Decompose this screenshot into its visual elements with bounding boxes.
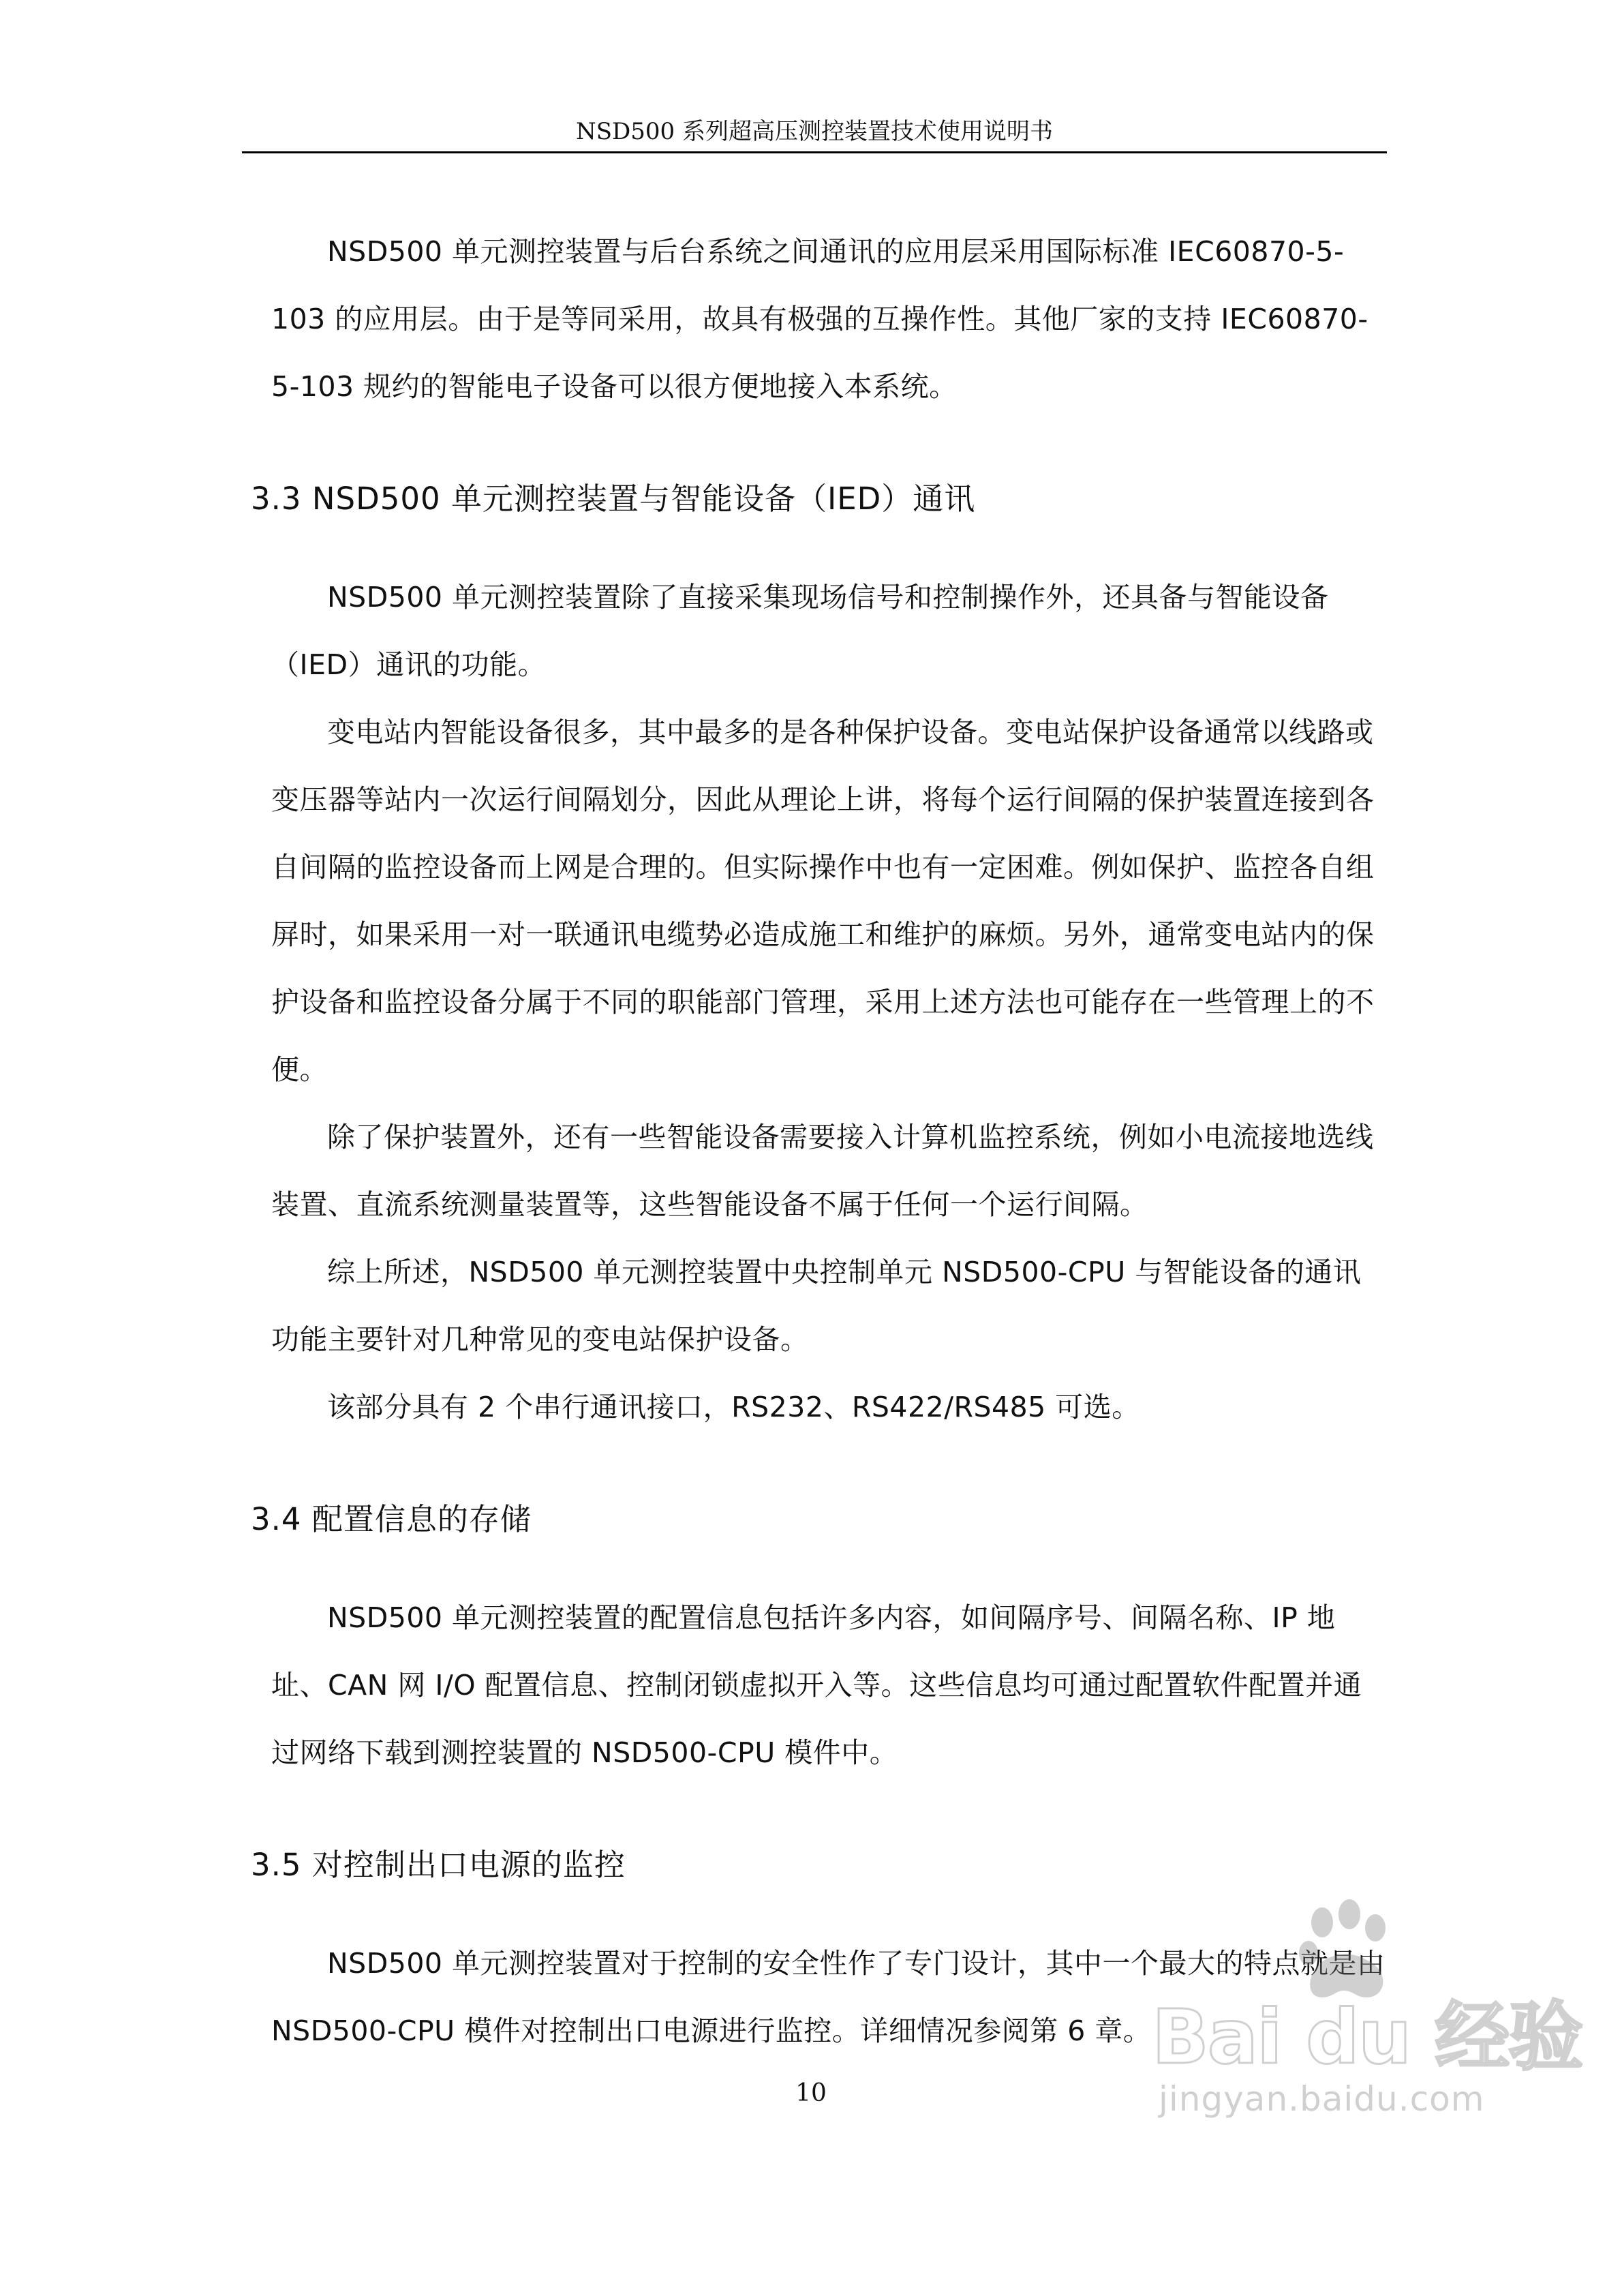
page-number: 10 (795, 2079, 827, 2107)
section-3-5-paragraph-1: NSD500 单元测控装置对于控制的安全性作了专门设计，其中一个最大的特点就是由 NSD500-CPU 模件对控制出口电源进行监控。详细情况参阅第 6 章。 (271, 1947, 1386, 2047)
header-rule (242, 151, 1387, 153)
document-body (251, 205, 1389, 2065)
section-3-3-paragraph-4: 综上所述，NSD500 单元测控装置中央控制单元 NSD500-CPU 与智能设备的通讯功能主要针对几种常见的变电站保护设备。 (271, 1256, 1362, 1356)
intro-paragraph-1: NSD500 单元测控装置与后台系统之间通讯的应用层采用国际标准 IEC60870-5-103 的应用层。由于是等同采用，故具有极强的互操作性。其他厂家的支持 IEC60870-5-103 规约的智能电子设备可以很方便地接入本系统。 (271, 235, 1368, 403)
section-3-3-paragraph-1: NSD500 单元测控装置除了直接采集现场信号和控制操作外，还具备与智能设备（IED）通讯的功能。 (271, 581, 1329, 681)
watermark-url: jingyan.baidu.com (1159, 2079, 1485, 2119)
baidu-jingyan-watermark (1152, 1895, 1582, 2141)
section-3-4-paragraph-1: NSD500 单元测控装置的配置信息包括许多内容，如间隔序号、间隔名称、IP 地址、CAN 网 I/O 配置信息、控制闭锁虚拟开入等。这些信息均可通过配置软件配置并通过网络下载到测控装置的 NSD500-CPU 模件中。 (271, 1601, 1362, 1769)
section-3-4-heading: 3.4 配置信息的存储 (251, 1501, 532, 1537)
watermark-brand: Bai du 经验 (1152, 1993, 1582, 2081)
section-3-3-paragraph-5: 该部分具有 2 个串行通讯接口，RS232、RS422/RS485 可选。 (327, 1391, 1140, 1423)
section-3-3-paragraph-2: 变电站内智能设备很多，其中最多的是各种保护设备。变电站保护设备通常以线路或变压器等站内一次运行间隔划分，因此从理论上讲，将每个运行间隔的保护装置连接到各自间隔的监控设备而上网是合理的。但实际操作中也有一定困难。例如保护、监控各自组屏时，如果采用一对一联通讯电缆势必造成施工和维护的麻烦。另外，通常变电站内的保护设备和监控设备分属于不同的职能部门管理，采用上述方法也可能存在一些管理上的不便。 (271, 716, 1375, 1086)
section-3-3-heading: 3.3 NSD500 单元测控装置与智能设备（IED）通讯 (251, 481, 976, 517)
section-3-3-paragraph-3: 除了保护装置外，还有一些智能设备需要接入计算机监控系统，例如小电流接地选线装置、直流系统测量装置等，这些智能设备不属于任何一个运行间隔。 (271, 1121, 1374, 1221)
page-header: NSD500 系列超高压测控装置技术使用说明书 (575, 118, 1053, 145)
section-3-5-heading: 3.5 对控制出口电源的监控 (251, 1847, 626, 1883)
